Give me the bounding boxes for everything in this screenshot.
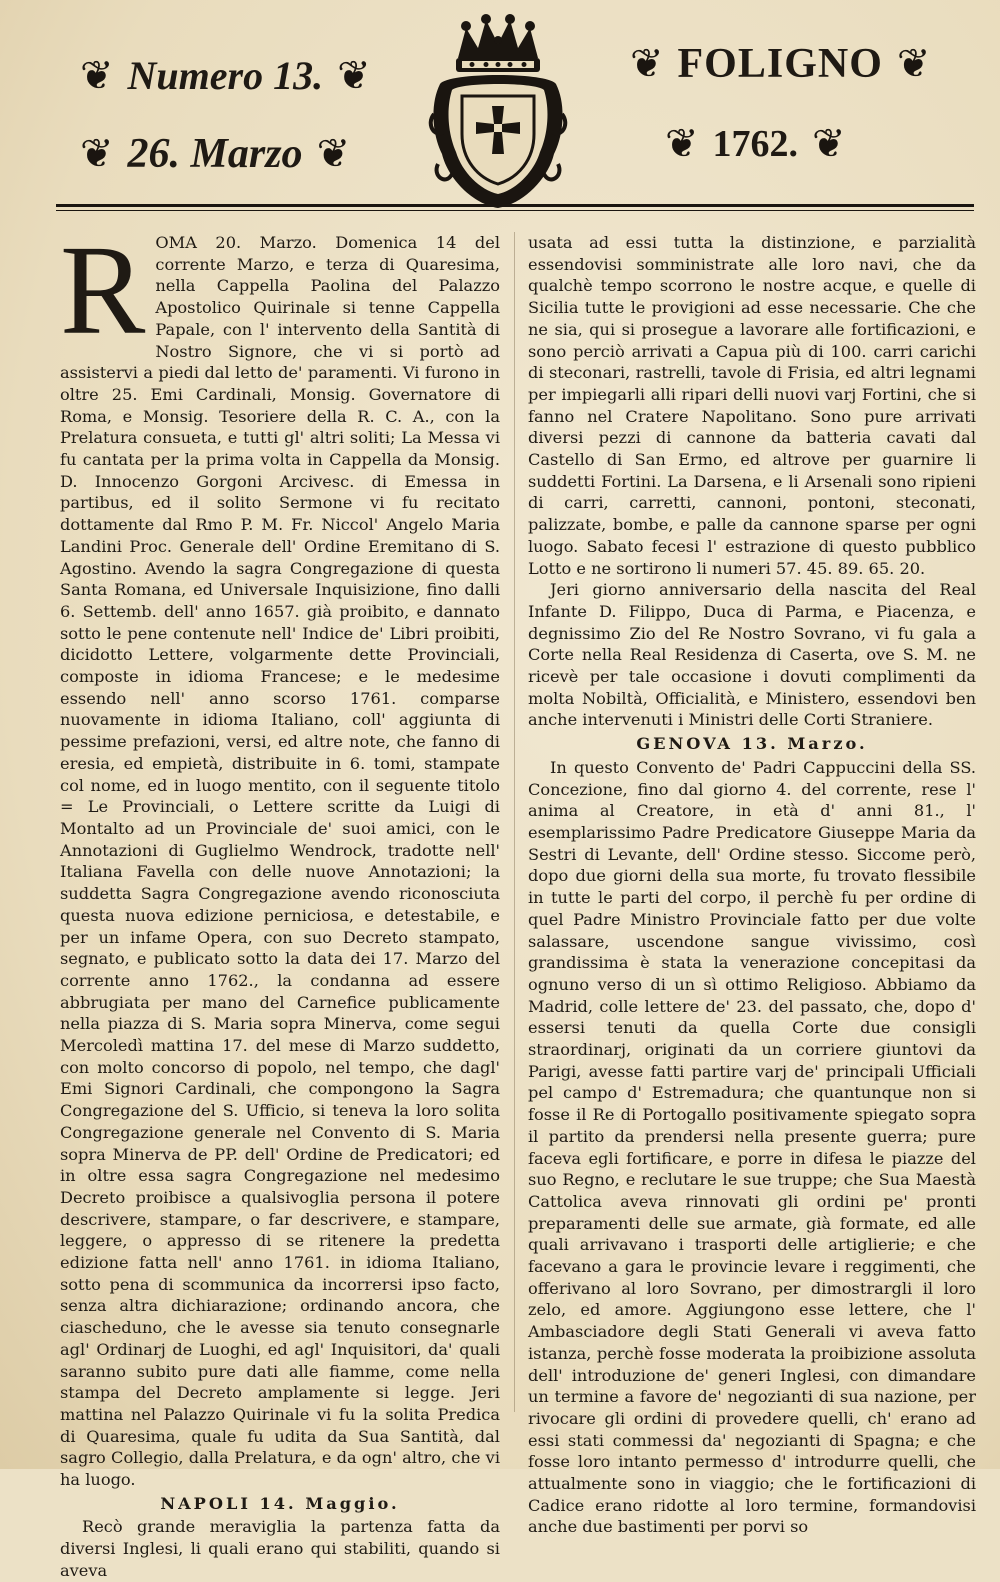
issue-date: 26. Marzo — [127, 131, 303, 177]
column-divider — [514, 232, 515, 1412]
naples-dateline: NAPOLI 14. Maggio. — [160, 1493, 400, 1513]
masthead-number-row — [80, 52, 371, 99]
masthead-city-row — [630, 40, 930, 88]
right-column — [528, 232, 976, 1537]
rome-article-text: OMA 20. Marzo. Domenica 14 del corrente Marzo, e terza di Quaresima, nella Cappella Paolina del Palazzo Apostolico Quirinale si tenne Cappella Papale, con l' intervento della Santità di Nostro Signore, che vi si portò ad assistervi a piedi dal letto de' paramenti. Vi furono in oltre 25. Emi Cardinali, Monsig. Governatore di Roma, e Monsig. Tesoriere della R. C. A., con la Prelatura consueta, e tutti gl' altri soliti; La Messa vi fu cantata per la prima volta in Cappella da Monsig. D. Innocenzo Gorgoni Arcivesc. di Emessa in partibus, ed il solito Sermone vi fu recitato dottamente dal Rmo P. M. Fr. Niccol' Angelo Maria Landini Proc. Generale dell' Ordine Eremitano di S. Agostino. Avendo la sagra Congregazione di questa Santa Romana, ed Universale Inquisizione, fino dalli 6. Settemb. dell' anno 1657. già proibito, e dannato sotto le pene contenute nell' Indice de' Libri proibiti, dicidotto Lettere, volgarmente dette Provinciali, composte in idioma Francese; e le medesime essendo nell' anno scorso 1761. comparse nuovamente in idioma Italiano, coll' aggiunta di pessime prefazioni, versi, ed altre note, che fanno di eresia, ed empietà, distribuite in 6. tomi, stampate col nome, ed in luogo mentito, con il seguente titolo = Le Provinciali, o Lettere scritte da Luigi di Montalto ad un Provinciale de' suoi amici, con le Annotazioni di Guglielmo Wendrock, tradotte nell' Italiana Favella con delle nuove Annotazioni; la suddetta Sagra Congregazione avendo riconosciuta questa nuova edizione perniciosa, e detestabile, e per un infame Opera, con suo Decreto stampato, segnato, e publicato sotto la data dei 17. Marzo del corrente anno 1762., la condanna ad essere abbrugiata per mano del Carnefice publicamente nella piazza di S. Maria sopra Minerva, come segui Mercoledì mattina 17. del mese di Marzo suddetto, con molto concorso di popolo, nel tempo, che dagl' Emi Signori Cardinali, che compongono la Sagra Congregazione del S. Ufficio, si teneva la loro solita Congregazione generale nel Convento di S. Maria sopra Minerva de PP. dell' Ordine de Predicatori; ed in oltre essa sagra Congregazione nel medesimo Decreto proibisce a qualsivoglia persona il potere descrivere, stampare, o far descrivere, e stampare, leggere, o appresso di se ritenere la predetta edizione fatta nell' anno 1761. in idioma Italiano, sotto pena di scommunica da incorrersi ipso facto, senza altra dichiarazione; ordinando ancora, che ciascheduno, che le avesse sia tenuto consegnarle agl' Ordinarj de Luoghi, ed agl' Inquisitori, da' quali saranno subito pure dati alle fiamme, come nella stampa del Decreto amplamente si legge. Jeri mattina nel Palazzo Quirinale vi fu la solita Predica di Quaresima, quale fu udita da Sua Santità, dal sagro Collegio, dalla Prelatura, e da ogn' altro, che vi ha luogo. — [60, 233, 500, 1490]
fleur-ornament-icon: ❦ — [80, 52, 114, 99]
fleur-ornament-icon: ❦ — [665, 121, 699, 167]
issue-number: Numero 13. — [127, 53, 324, 98]
fleur-ornament-icon: ❦ — [896, 41, 931, 87]
rome-article — [60, 219, 500, 1491]
masthead-date-row — [80, 130, 350, 178]
city-title: FOLIGNO — [677, 41, 883, 87]
naples-article-continued: usata ad essi tutta la distinzione, e parzialità essendovisi somministrate alle loro navi, che da qualchè tempo scorrono le nostre acque, e quelle di Sicilia tutte le provigioni ad esse necessarie. Che che ne sia, qui si prosegue a lavorare alle fortificazioni, e sono perciò arrivati a Capua più di 100. carri carichi di steconari, rastrelli, tavole di Frisia, ed altri legnami per impiegarli alli ripari delli nuovi varj Fortini, che si fanno nel Cratere Napolitano. Sono pure arrivati diversi pezzi di cannone da batteria cavati dal Castello di San Ermo, ed altrove per guarnire li suddetti Fortini. La Darsena, e li Arsenali sono ripieni di carri, carretti, cannoni, pontoni, steconati, palizzate, bombe, e palle da cannone sparse per ogni luogo. Sabato fecesi l' estrazione di questo pubblico Lotto e ne sortirono li numeri 57. 45. 89. 65. 20. — [528, 233, 976, 578]
masthead-year-row — [665, 122, 846, 166]
fleur-ornament-icon: ❦ — [812, 121, 846, 167]
masthead-rule — [56, 204, 974, 207]
genoa-article-text: In questo Convento de' Padri Cappuccini della SS. Concezione, fino dal giorno 4. del corrente, rese l' anima al Creatore, in età d' anni 81., l' esemplarissimo Padre Predicatore Giuseppe Maria da Sestri di Levante, dell' Ordine stesso. Siccome però, dopo due giorni della sua morte, fu trovato flessibile in tutte le parti del corpo, il perchè fu per ordine di quel Padre Ministro Provinciale fatto per due volte salassare, uscendone sangue vivissimo, così grandissima è stata la venerazione concepitasi da ognuno verso di un sì ottimo Religioso. Abbiamo da Madrid, colle lettere de' 23. del passato, che, dopo d' essersi tenuti da quella Corte due consigli straordinarj, originati da un corriere giuntovi da Parigi, avesse fatti partire varj de' principali Ufficiali pel campo d' Estremadura; che quantunque non si fosse il Re di Portogallo positivamente spiegato sopra il partito da prendersi nella presente guerra; pure faceva egli fortificare, e porre in difesa le piazze del suo Regno, e reclutare le sue truppe; che Sua Maestà Cattolica aveva rinnovati gli ordini pe' pronti preparamenti delle sue armate, già formate, ed alle quali arrivavano i trasporti delle artiglierie; e che facevano a gara le provincie levare i reggimenti, che offerivano al loro Sovrano, per dimostrargli il loro zelo, ed amore. Aggiungono esse lettere, che l' Ambasciadore degli Stati Generali vi aveva fatto istanza, perchè fosse moderata la proibizione assoluta dell' introduzione de' generi Inglesi, con dimandare un termine a favore de' negozianti di sua nazione, per rivocare gli ordini di provedere quelli, ch' erano ad essi stati commessi da' negozianti di Spagna; e che fosse loro intanto permesso d' introdurre quelli, che attualmente sono in viaggio; che le fortificazioni di Cadice erano ridotte al loro termine, formandovisi anche due bastimenti per porvi so — [528, 757, 976, 1537]
coat-of-arms-crest-icon — [428, 14, 568, 210]
dropcap-letter: R — [60, 219, 146, 361]
genoa-dateline: GENOVA 13. Marzo. — [636, 734, 868, 754]
naples-birthday-article: Jeri giorno anniversario della nascita del Real Infante D. Filippo, Duca di Parma, e Piacenza, e degnissimo Zio del Re Nostro Sovrano, vi fu gala a Corte nella Real Residenza di Caserta, ove S. M. ne ricevè per tale occasione i dovuti complimenti da molta Nobiltà, Officialità, e Ministero, essendovi ben anche intervenuti i Ministri delle Corti Straniere. — [528, 580, 976, 730]
masthead-rule-thin — [56, 210, 974, 211]
fleur-ornament-icon: ❦ — [80, 131, 114, 177]
left-column — [60, 219, 500, 1580]
fleur-ornament-icon: ❦ — [630, 41, 664, 87]
fleur-ornament-icon: ❦ — [316, 131, 351, 177]
issue-year: 1762. — [712, 123, 799, 165]
naples-article-text: Recò grande meraviglia la partenza fatta da diversi Inglesi, li quali erano qui stabiliti, quando si aveva — [60, 1517, 500, 1580]
fleur-ornament-icon: ❦ — [337, 52, 371, 99]
